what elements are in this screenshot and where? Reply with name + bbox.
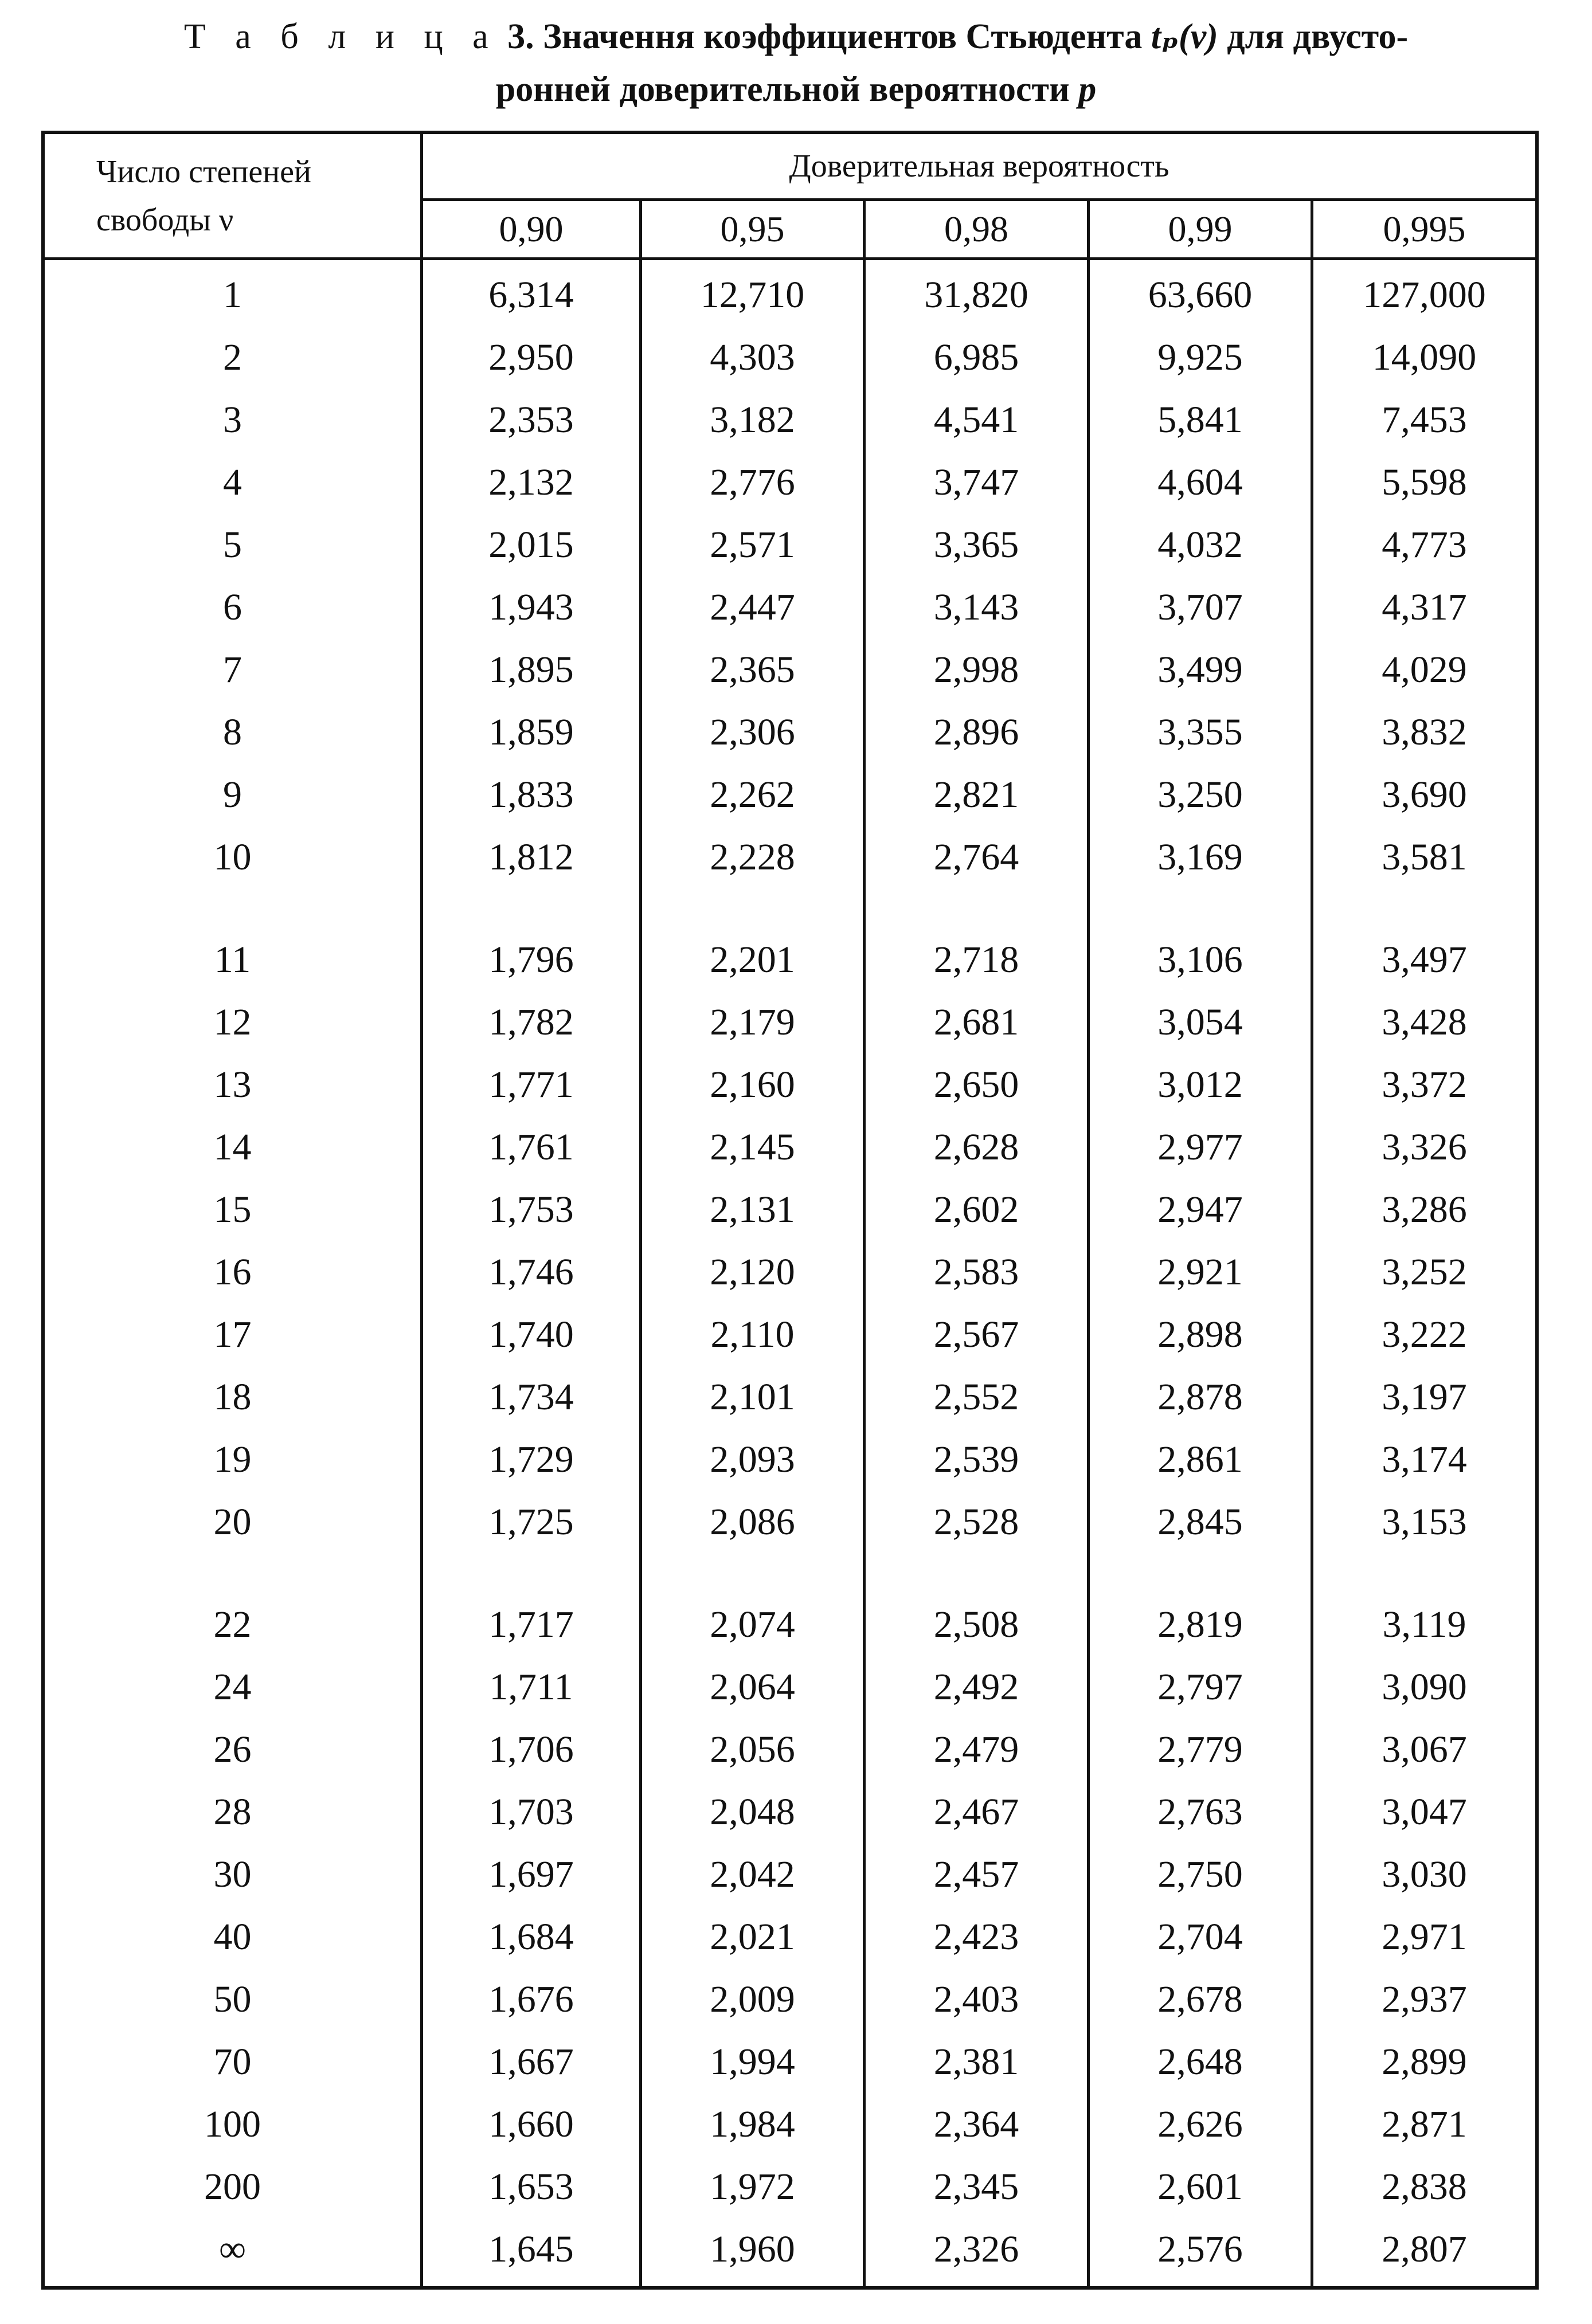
cell-coefficient: 2,998 — [933, 648, 1019, 691]
cell-coefficient: 3,747 — [933, 461, 1019, 503]
header-probability-2: 0,95 — [720, 209, 785, 249]
table-row — [45, 1656, 1535, 1718]
table-row — [45, 1303, 1535, 1366]
cell-coefficient: 63,660 — [1148, 273, 1253, 316]
table-row — [45, 2031, 1535, 2093]
cell-degrees-of-freedom: 18 — [213, 1375, 252, 1418]
cell-coefficient: 3,222 — [1382, 1313, 1467, 1355]
cell-coefficient: 2,899 — [1382, 2040, 1467, 2083]
cell-coefficient: 2,064 — [710, 1665, 795, 1708]
cell-coefficient: 2,750 — [1157, 1853, 1243, 1895]
cell-coefficient: 2,681 — [933, 1001, 1019, 1043]
table-row — [45, 2218, 1535, 2280]
cell-coefficient: 2,056 — [710, 1728, 795, 1770]
table-row — [45, 763, 1535, 826]
cell-coefficient: 3,197 — [1382, 1375, 1467, 1418]
caption-text-end: для двусто- — [1227, 17, 1409, 56]
table-row — [45, 264, 1535, 326]
cell-coefficient: 2,381 — [933, 2040, 1019, 2083]
cell-coefficient: 2,977 — [1157, 1126, 1243, 1168]
cell-coefficient: 2,797 — [1157, 1665, 1243, 1708]
cell-coefficient: 1,660 — [488, 2103, 574, 2145]
cell-coefficient: 2,262 — [710, 773, 795, 816]
cell-coefficient: 2,403 — [933, 1978, 1019, 2020]
cell-coefficient: 3,286 — [1382, 1188, 1467, 1230]
header-probability-5: 0,995 — [1383, 209, 1466, 249]
table-row — [45, 928, 1535, 991]
cell-degrees-of-freedom: 30 — [213, 1853, 252, 1895]
cell-coefficient: 1,725 — [488, 1500, 574, 1543]
cell-coefficient: 3,428 — [1382, 1001, 1467, 1043]
cell-coefficient: 1,812 — [488, 836, 574, 878]
header-degrees-of-freedom — [45, 134, 420, 257]
cell-degrees-of-freedom: 16 — [213, 1251, 252, 1293]
cell-coefficient: 2,567 — [933, 1313, 1019, 1355]
cell-coefficient: 2,201 — [710, 938, 795, 981]
cell-coefficient: 2,626 — [1157, 2103, 1243, 2145]
table-row — [45, 1116, 1535, 1178]
table-row — [45, 326, 1535, 389]
cell-coefficient: 2,971 — [1382, 1915, 1467, 1958]
cell-coefficient: 2,326 — [933, 2228, 1019, 2270]
cell-degrees-of-freedom: 11 — [214, 938, 251, 981]
cell-coefficient: 4,773 — [1382, 523, 1467, 566]
caption-line2-symbol: p — [1078, 70, 1097, 109]
cell-coefficient: 1,761 — [488, 1126, 574, 1168]
cell-coefficient: 2,093 — [710, 1438, 795, 1480]
cell-coefficient: 4,317 — [1382, 586, 1467, 628]
cell-degrees-of-freedom: 10 — [213, 836, 252, 878]
cell-coefficient: 3,012 — [1157, 1063, 1243, 1106]
cell-coefficient: 14,090 — [1372, 336, 1477, 378]
cell-degrees-of-freedom: 26 — [213, 1728, 252, 1770]
cell-coefficient: 2,365 — [710, 648, 795, 691]
caption-text: Значення коэффициентов Стьюдента — [543, 17, 1143, 56]
cell-coefficient: 1,859 — [488, 711, 574, 753]
cell-coefficient: 1,796 — [488, 938, 574, 981]
cell-coefficient: 3,153 — [1382, 1500, 1467, 1543]
cell-degrees-of-freedom: 15 — [213, 1188, 252, 1230]
cell-coefficient: 1,994 — [710, 2040, 795, 2083]
cell-coefficient: 2,539 — [933, 1438, 1019, 1480]
table-row — [45, 1718, 1535, 1781]
cell-coefficient: 3,355 — [1157, 711, 1243, 753]
cell-coefficient: 2,878 — [1157, 1375, 1243, 1418]
header-probability-3: 0,98 — [944, 209, 1008, 249]
cell-coefficient: 9,925 — [1157, 336, 1243, 378]
cell-coefficient: 1,645 — [488, 2228, 574, 2270]
cell-coefficient: 2,131 — [710, 1188, 795, 1230]
cell-coefficient: 1,706 — [488, 1728, 574, 1770]
cell-coefficient: 2,467 — [933, 1790, 1019, 1833]
cell-coefficient: 3,067 — [1382, 1728, 1467, 1770]
header-probability-1: 0,90 — [499, 209, 564, 249]
cell-coefficient: 1,729 — [488, 1438, 574, 1480]
cell-coefficient: 2,492 — [933, 1665, 1019, 1708]
table-row — [45, 2093, 1535, 2156]
cell-coefficient: 1,960 — [710, 2228, 795, 2270]
table-row — [45, 576, 1535, 638]
cell-coefficient: 2,896 — [933, 711, 1019, 753]
cell-coefficient: 2,845 — [1157, 1500, 1243, 1543]
cell-degrees-of-freedom: 17 — [213, 1313, 252, 1355]
cell-coefficient: 3,174 — [1382, 1438, 1467, 1480]
cell-coefficient: 2,457 — [933, 1853, 1019, 1895]
cell-coefficient: 2,571 — [710, 523, 795, 566]
cell-coefficient: 2,898 — [1157, 1313, 1243, 1355]
cell-coefficient: 3,169 — [1157, 836, 1243, 878]
table-row — [45, 1491, 1535, 1553]
cell-coefficient: 2,861 — [1157, 1438, 1243, 1480]
cell-coefficient: 6,985 — [933, 336, 1019, 378]
cell-coefficient: 2,819 — [1157, 1603, 1243, 1645]
cell-coefficient: 1,676 — [488, 1978, 574, 2020]
cell-coefficient: 2,101 — [710, 1375, 795, 1418]
caption-line-1 — [34, 10, 1558, 63]
cell-coefficient: 1,753 — [488, 1188, 574, 1230]
cell-coefficient: 2,764 — [933, 836, 1019, 878]
cell-coefficient: 2,921 — [1157, 1251, 1243, 1293]
cell-coefficient: 1,734 — [488, 1375, 574, 1418]
cell-coefficient: 1,697 — [488, 1853, 574, 1895]
cell-degrees-of-freedom: 9 — [223, 773, 242, 816]
table-row — [45, 1178, 1535, 1241]
cell-coefficient: 2,447 — [710, 586, 795, 628]
cell-degrees-of-freedom: 100 — [204, 2103, 261, 2145]
cell-coefficient: 3,252 — [1382, 1251, 1467, 1293]
cell-coefficient: 3,250 — [1157, 773, 1243, 816]
table-row — [45, 991, 1535, 1053]
cell-coefficient: 2,048 — [710, 1790, 795, 1833]
cell-coefficient: 2,345 — [933, 2165, 1019, 2208]
table-row — [45, 1053, 1535, 1116]
cell-coefficient: 2,779 — [1157, 1728, 1243, 1770]
cell-coefficient: 2,110 — [710, 1313, 795, 1355]
cell-coefficient: 2,009 — [710, 1978, 795, 2020]
cell-coefficient: 2,364 — [933, 2103, 1019, 2145]
cell-coefficient: 2,552 — [933, 1375, 1019, 1418]
table-row — [45, 701, 1535, 763]
cell-coefficient: 5,841 — [1157, 398, 1243, 441]
table-caption — [34, 10, 1558, 116]
cell-coefficient: 2,650 — [933, 1063, 1019, 1106]
cell-degrees-of-freedom: 4 — [223, 461, 242, 503]
cell-coefficient: 2,950 — [488, 336, 574, 378]
cell-degrees-of-freedom: 3 — [223, 398, 242, 441]
cell-coefficient: 1,984 — [710, 2103, 795, 2145]
table-row — [45, 514, 1535, 576]
cell-coefficient: 2,132 — [488, 461, 574, 503]
cell-coefficient: 2,678 — [1157, 1978, 1243, 2020]
cell-degrees-of-freedom: 6 — [223, 586, 242, 628]
cell-coefficient: 2,947 — [1157, 1188, 1243, 1230]
cell-coefficient: 4,032 — [1157, 523, 1243, 566]
cell-degrees-of-freedom: 50 — [213, 1978, 252, 2020]
cell-coefficient: 3,365 — [933, 523, 1019, 566]
cell-coefficient: 3,707 — [1157, 586, 1243, 628]
cell-coefficient: 3,090 — [1382, 1665, 1467, 1708]
table-row — [45, 1428, 1535, 1491]
student-coefficients-table — [41, 131, 1539, 2290]
caption-line2-text: ронней доверительной вероятности — [495, 70, 1070, 109]
cell-degrees-of-freedom: 28 — [213, 1790, 252, 1833]
cell-degrees-of-freedom: 19 — [213, 1438, 252, 1480]
cell-coefficient: 1,895 — [488, 648, 574, 691]
cell-coefficient: 12,710 — [700, 273, 805, 316]
cell-degrees-of-freedom: 20 — [213, 1500, 252, 1543]
table-row — [45, 826, 1535, 888]
caption-line-2 — [34, 63, 1558, 116]
cell-coefficient: 2,602 — [933, 1188, 1019, 1230]
table-row — [45, 451, 1535, 514]
cell-coefficient: 2,042 — [710, 1853, 795, 1895]
cell-coefficient: 1,972 — [710, 2165, 795, 2208]
cell-coefficient: 3,030 — [1382, 1853, 1467, 1895]
cell-degrees-of-freedom: 40 — [213, 1915, 252, 1958]
table-row — [45, 1906, 1535, 1968]
table-row — [45, 1593, 1535, 1656]
cell-degrees-of-freedom: 1 — [223, 273, 242, 316]
cell-coefficient: 3,119 — [1382, 1603, 1466, 1645]
cell-coefficient: 1,717 — [488, 1603, 574, 1645]
cell-coefficient: 2,807 — [1382, 2228, 1467, 2270]
table-row — [45, 2156, 1535, 2218]
cell-coefficient: 2,576 — [1157, 2228, 1243, 2270]
cell-coefficient: 4,541 — [933, 398, 1019, 441]
cell-coefficient: 2,937 — [1382, 1978, 1467, 2020]
cell-coefficient: 4,029 — [1382, 648, 1467, 691]
cell-degrees-of-freedom: 2 — [223, 336, 242, 378]
cell-coefficient: 2,776 — [710, 461, 795, 503]
cell-degrees-of-freedom: 14 — [213, 1126, 252, 1168]
cell-coefficient: 2,015 — [488, 523, 574, 566]
cell-coefficient: 2,871 — [1382, 2103, 1467, 2145]
cell-degrees-of-freedom: 12 — [213, 1001, 252, 1043]
cell-coefficient: 3,047 — [1382, 1790, 1467, 1833]
cell-coefficient: 1,684 — [488, 1915, 574, 1958]
cell-degrees-of-freedom: 8 — [223, 711, 242, 753]
cell-coefficient: 4,303 — [710, 336, 795, 378]
table-row — [45, 1781, 1535, 1843]
cell-coefficient: 1,667 — [488, 2040, 574, 2083]
cell-coefficient: 3,143 — [933, 586, 1019, 628]
table-row — [45, 389, 1535, 451]
table-row — [45, 1843, 1535, 1906]
cell-coefficient: 31,820 — [924, 273, 1028, 316]
cell-coefficient: 3,497 — [1382, 938, 1467, 981]
cell-coefficient: 2,479 — [933, 1728, 1019, 1770]
cell-degrees-of-freedom: ∞ — [218, 2228, 247, 2270]
cell-coefficient: 2,583 — [933, 1251, 1019, 1293]
cell-coefficient: 3,581 — [1382, 836, 1467, 878]
table-row — [45, 1241, 1535, 1303]
cell-coefficient: 3,372 — [1382, 1063, 1467, 1106]
cell-coefficient: 2,120 — [710, 1251, 795, 1293]
table-row — [45, 1366, 1535, 1428]
cell-coefficient: 1,833 — [488, 773, 574, 816]
cell-coefficient: 3,054 — [1157, 1001, 1243, 1043]
table-row — [45, 638, 1535, 701]
caption-number: 3. — [507, 17, 534, 56]
cell-coefficient: 2,160 — [710, 1063, 795, 1106]
cell-coefficient: 2,718 — [933, 938, 1019, 981]
cell-coefficient: 2,228 — [710, 836, 795, 878]
cell-degrees-of-freedom: 70 — [213, 2040, 252, 2083]
cell-coefficient: 1,943 — [488, 586, 574, 628]
cell-coefficient: 127,000 — [1363, 273, 1486, 316]
table-row — [45, 1968, 1535, 2031]
cell-coefficient: 2,306 — [710, 711, 795, 753]
cell-coefficient: 1,771 — [488, 1063, 574, 1106]
header-nu-line-1: Число степеней — [96, 154, 311, 190]
cell-coefficient: 2,179 — [710, 1001, 795, 1043]
cell-degrees-of-freedom: 24 — [213, 1665, 252, 1708]
cell-coefficient: 1,746 — [488, 1251, 574, 1293]
cell-coefficient: 2,821 — [933, 773, 1019, 816]
cell-coefficient: 2,628 — [933, 1126, 1019, 1168]
cell-coefficient: 1,740 — [488, 1313, 574, 1355]
cell-coefficient: 2,763 — [1157, 1790, 1243, 1833]
cell-coefficient: 1,782 — [488, 1001, 574, 1043]
cell-coefficient: 4,604 — [1157, 461, 1243, 503]
cell-coefficient: 2,704 — [1157, 1915, 1243, 1958]
cell-coefficient: 2,145 — [710, 1126, 795, 1168]
cell-coefficient: 6,314 — [488, 273, 574, 316]
cell-degrees-of-freedom: 22 — [213, 1603, 252, 1645]
cell-coefficient: 7,453 — [1382, 398, 1467, 441]
cell-coefficient: 2,353 — [488, 398, 574, 441]
cell-degrees-of-freedom: 13 — [213, 1063, 252, 1106]
caption-label: Т а б л и ц а — [183, 17, 499, 56]
cell-coefficient: 3,499 — [1157, 648, 1243, 691]
header-nu-line-2: свободы ν — [96, 202, 234, 238]
cell-coefficient: 2,648 — [1157, 2040, 1243, 2083]
cell-coefficient: 2,838 — [1382, 2165, 1467, 2208]
cell-coefficient: 1,711 — [489, 1665, 573, 1708]
cell-coefficient: 2,508 — [933, 1603, 1019, 1645]
header-confidence-probability: Доверительная вероятность — [789, 148, 1169, 184]
cell-degrees-of-freedom: 5 — [223, 523, 242, 566]
cell-degrees-of-freedom: 7 — [223, 648, 242, 691]
cell-coefficient: 3,832 — [1382, 711, 1467, 753]
cell-coefficient: 2,021 — [710, 1915, 795, 1958]
cell-coefficient: 1,703 — [488, 1790, 574, 1833]
cell-coefficient: 3,106 — [1157, 938, 1243, 981]
cell-coefficient: 3,182 — [710, 398, 795, 441]
cell-degrees-of-freedom: 200 — [204, 2165, 261, 2208]
cell-coefficient: 2,086 — [710, 1500, 795, 1543]
cell-coefficient: 5,598 — [1382, 461, 1467, 503]
caption-symbol: tₚ(ν) — [1151, 17, 1218, 56]
cell-coefficient: 2,528 — [933, 1500, 1019, 1543]
cell-coefficient: 3,690 — [1382, 773, 1467, 816]
cell-coefficient: 2,423 — [933, 1915, 1019, 1958]
cell-coefficient: 2,074 — [710, 1603, 795, 1645]
header-probability-4: 0,99 — [1168, 209, 1233, 249]
cell-coefficient: 2,601 — [1157, 2165, 1243, 2208]
cell-coefficient: 1,653 — [488, 2165, 574, 2208]
cell-coefficient: 3,326 — [1382, 1126, 1467, 1168]
